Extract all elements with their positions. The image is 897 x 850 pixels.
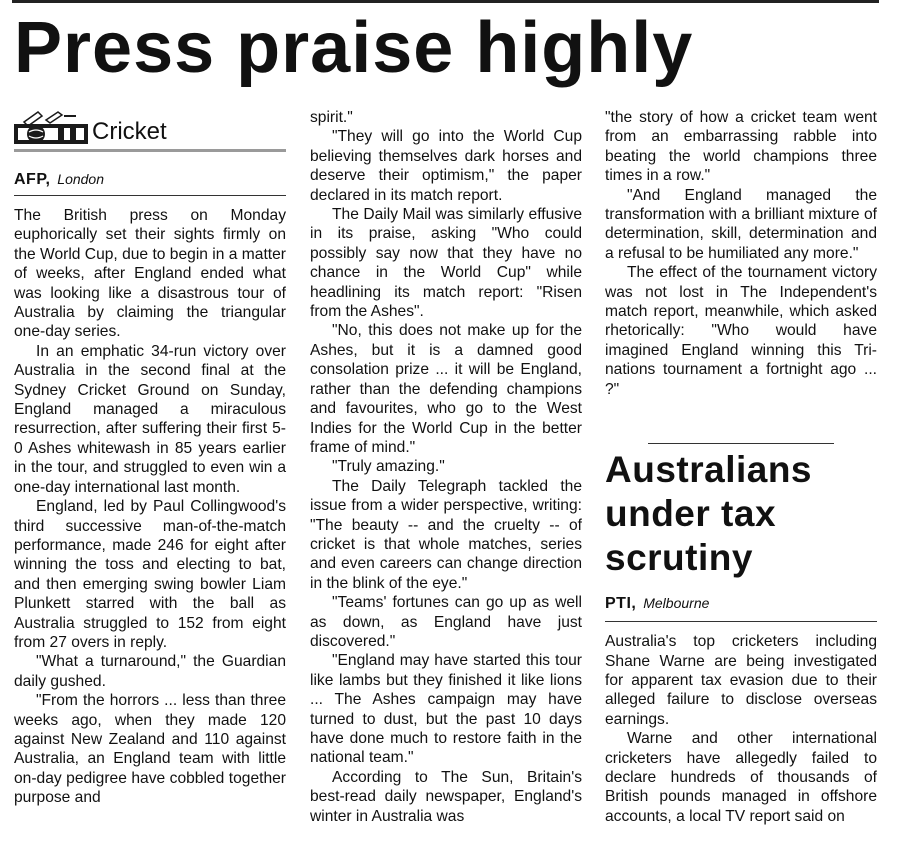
paragraph: "Truly amazing." <box>332 458 445 476</box>
paragraph: "They will go into the World Cup believing themselves dark horses and deserve their optimism," the paper declared in its match report. <box>310 128 582 204</box>
paragraph: The Daily Mail was similarly effusive in its praise, asking "Who could possibly say now that they have no chance in the World Cup" while headlining its match report: "Risen from the Ashes". <box>310 206 582 321</box>
article-separator <box>648 443 834 444</box>
paragraph: "No, this does not make up for the Ashes, but it is a damned good consolation prize ... it will be England, rather than the defending champions and favourites, who go to the West Indies for the World Cup in the better frame of mind." <box>310 322 582 456</box>
paragraph: The effect of the tournament victory was not lost in The Independent's match report, meanwhile, which asked rhetorically: "Who would have imagined England winning this Tri-nations tournament a fortnight ago ... ?" <box>605 264 877 398</box>
byline-rule <box>14 195 286 196</box>
paragraph: "What a turnaround," the Guardian daily gushed. <box>14 653 286 690</box>
byline-agency: AFP, <box>14 171 51 188</box>
byline-place: London <box>57 171 104 187</box>
column-3 <box>605 108 877 826</box>
paragraph: Australia's top cricketers including Shane Warne are being investigated for apparent tax evasion due to their alleged failure to disclose overseas earnings. <box>605 633 877 728</box>
section-name: Cricket <box>92 118 167 145</box>
paragraph: In an emphatic 34-run victory over Australia in the second final at the Sydney Cricket Ground on Sunday, England managed a miraculous resurrection, after suffering their first 5-0 Ashes whitewash in 85 years earlier in the tour, and struggled to even win a one-day international last month. <box>14 342 286 496</box>
paragraph: According to The Sun, Britain's best-read daily newspaper, England's winter in Australia was <box>310 768 582 825</box>
cricket-bat-ball-icon <box>14 110 88 146</box>
article2-byline <box>605 594 877 613</box>
article2-headline: Australians under tax scrutiny <box>605 449 813 579</box>
paragraph: The British press on Monday euphorically set their sights firmly on the World Cup, due to begin in a matter of weeks, after England ended what was looking like a disastrous tour of Australia by claiming the triangular one-day series. <box>14 207 286 341</box>
paragraph: "From the horrors ... less than three weeks ago, when they made 120 against New Zealand and 110 against Australia, an England team with little on-day pedigree have cobbled together purpose and <box>14 692 286 807</box>
column-2 <box>310 108 582 826</box>
section-header <box>14 108 286 146</box>
paragraph: Warne and other international cricketers have allegedly failed to declare hundreds of thousands of British pounds managed in offshore accounts, a local TV report said on <box>605 730 877 825</box>
section-rule <box>14 149 286 152</box>
paragraph: "Teams' fortunes can go up as well as down, as England have just discovered." <box>310 594 582 650</box>
paragraph: England, led by Paul Collingwood's third successive man-of-the-match performance, made 246 for eight after winning the toss and electing to bat, and then emerging swing bowler Liam Plunkett starred with the ball as Australia struggled to 152 from eight from 27 overs in reply. <box>14 498 286 651</box>
byline-agency: PTI, <box>605 595 637 613</box>
paragraph: "England may have started this tour like lambs but they finished it like lions ... The Ashes campaign may have turned to dust, but the past 10 days have done much to restore faith in the national team." <box>310 652 582 767</box>
paragraph: "the story of how a cricket team went from an embarrassing rabble into beating the world champions three times in a row." <box>605 109 877 185</box>
headline: Press praise highly <box>14 8 694 88</box>
paragraph: spirit." <box>310 109 353 126</box>
paragraph: The Daily Telegraph tackled the issue from a wider perspective, writing: "The beauty -- and the cruelty -- of cricket is that whole matches, series and even careers can change direction in the blink of the eye." <box>310 477 582 592</box>
top-rule <box>12 0 879 3</box>
paragraph: "And England managed the transformation with a brilliant mixture of determination, skill, determination and a refusal to be humiliated any more." <box>605 186 877 262</box>
byline-rule <box>605 621 877 622</box>
byline <box>14 170 286 189</box>
byline-place: Melbourne <box>643 595 710 612</box>
column-1 <box>14 106 286 808</box>
